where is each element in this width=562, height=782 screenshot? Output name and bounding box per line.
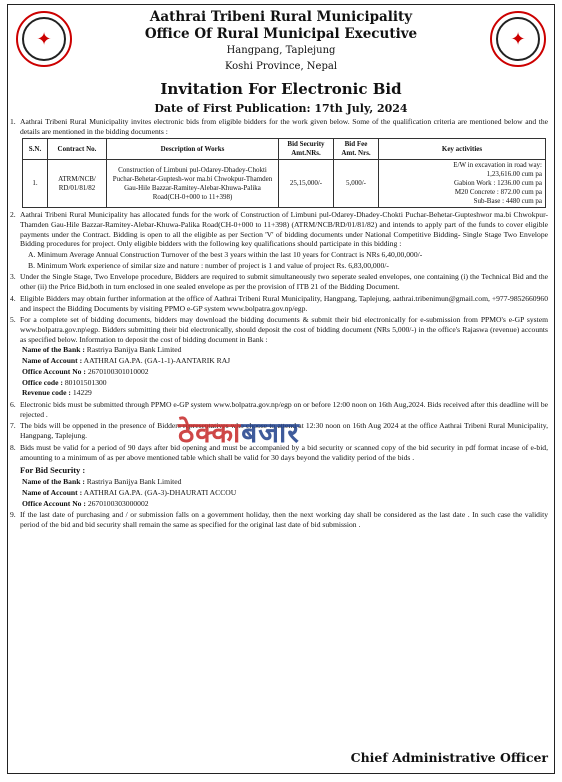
bank2-account-name-row: Name of Account : AATHRAI GA.PA. (GA-3)-DHAURATI ACCOU (22, 487, 237, 497)
cell-security: 25,15,000/- (279, 160, 334, 208)
bank1-revenue-code-row: Revenue code : 14229 (22, 388, 92, 398)
table-row (23, 160, 546, 208)
para-5: 5. For a complete set of bidding documents, bidders may download the bidding documents & submit their bid electronically for e-submission from PPMO's e-GP system www.bolpatra.gov.np\egp. Bidders submitting their bid electronically, should deposit the cost of bidding document (NRs 5,000/-) in the office's Rajaswa (revenue) accounts as specified below. Information to deposit the cost of bidding document in Bank : (10, 315, 548, 344)
bank1-account-name-row: Name of Account : AATHRAI GA.PA. (GA-1-1)-AANTARIK RAJ (22, 356, 231, 366)
emblem-icon: ✦ (496, 17, 540, 61)
office-address: Hangpang, Taplejung (226, 45, 336, 56)
cell-description: Construction of Limbuni pul-Odarey-Dhadey-Chokti Puchar-Behetar-Guptesh-wor ma.bi Chwokpur-Thamden Gau-Hile Bazzar-Ramitey-Alebar-Khuwa-Palika Road(CH-0+000 to 11+398) (107, 160, 279, 208)
qualification-b: B. Minimum Work experience of similar size and nature : number of project is 1 and value of project Rs. 6,83,00,000/- (28, 260, 389, 270)
activity-line: Sub-Base : 4480 cum pa (473, 197, 542, 206)
para-6: 6. Electronic bids must be submitted through PPMO e-GP system www.bolpatra.gov.np/egp on or before 12:00 noon on 16th Aug,2024. Bids received after this deadline will be rejected . (10, 400, 548, 419)
col-activities: Key activities (379, 139, 546, 160)
notice-page (7, 4, 555, 774)
bid-security-title: For Bid Security : (20, 465, 86, 476)
table-header-row (23, 139, 546, 160)
activity-line: M20 Concrete : 872.00 cum pa (454, 188, 542, 197)
para-1: 1. Aathrai Tribeni Rural Municipality invites electronic bids from eligible bidders for the work given below. Some of the qualification criteria are mentioned below and the details are mentioned in the bidding documents : (10, 117, 548, 136)
col-description: Description of Works (107, 139, 279, 160)
cell-sn: 1. (23, 160, 48, 208)
publication-date: Date of First Publication: 17th July, 2024 (154, 102, 408, 115)
bank2-name-row: Name of the Bank : Rastriya Banijya Bank Limited (22, 477, 182, 487)
para-2: 2. Aathrai Tribeni Rural Municipality has allocated funds for the work of Construction of Limbuni pul-Odarey-Dhadey-Chokti Puchar-Behetar-Gupteshwor ma.bi Chwokpur-Thamden Gau-Hile Bazzar-Ramitey-Alebar-Khuwa-Palika Road(CH-0+000 to 11+398) (ATRM/NCB/RD/01/81/82) and intends to apply part of the funds to cover eligible payments under the Contract. Bidding is open to all the eligible as per Section 'V' of bidding documents under National Competitive Bidding- Single Stage Two Envelope Bidding procedures for project. Only eligible bidders with the following key qualifications should participate in this bidding : (10, 210, 548, 249)
org-name: Aathrai Tribeni Rural Municipality (149, 9, 413, 25)
bank1-name-row: Name of the Bank : Rastriya Banijya Bank Limited (22, 345, 182, 355)
para-9: 9. If the last date of purchasing and / or submission falls on a government holiday, then the next working day shall be considered as the last date . In such case the validity period of the bid and bid security shall remain the same as specified for the original last date of bid submission . (10, 510, 548, 530)
notice-body (8, 117, 554, 530)
para-8: 8. Bids must be valid for a period of 90 days after bid opening and must be accompanied by a bid security or scanned copy of the bid security in pdf format incase of e-bid, amounting to a minimum of as per above mentioned table which shall be valid for 30 days beyond the validity period of the bids . (10, 442, 548, 462)
cell-activities (379, 160, 546, 208)
bank2-account-no-row: Office Account No : 2670100303000002 (22, 498, 149, 508)
activity-line: E/W in excavation in road way: (453, 161, 542, 170)
signature-title: Chief Administrative Officer (350, 750, 548, 765)
col-contract: Contract No. (48, 139, 107, 160)
bid-table (22, 138, 546, 208)
activity-line: 1,23,616.00 cum pa (486, 170, 542, 179)
col-fee: Bid Fee Amt. Nrs. (334, 139, 379, 160)
col-sn: S.N. (23, 139, 48, 160)
para-7: 7. The bids will be oppened in the presence of Bidders representatives who choose to attend at 12:30 noon on 16th Aug 2024 at the office Aathrai Tribeni Rural Municipality, Hangpang, Taplejung. (10, 421, 548, 441)
cell-contract: ATRM/NCB/ RD/01/81/82 (48, 160, 107, 208)
col-security: Bid Security Amt.NRs. (279, 139, 334, 160)
activity-line: Gabion Work : 1236.00 cum pa (454, 179, 542, 188)
emblem-icon: ✦ (22, 17, 66, 61)
watermark-logo: ठेक्काबजार (178, 416, 300, 449)
cell-fee: 5,000/- (334, 160, 379, 208)
bank1-account-no-row: Office Account No : 2670100301010002 (22, 366, 149, 376)
para-4: 4. Eligible Bidders may obtain further information at the office of Aathrai Tribeni Rural Municipality, Hangpang, Taplejung, aathrai.tribenimun@gmail.com, +977-9852660960 and inspect the Bidding Documents by visiting PPMO e-GP system www.bolpatra.gov.np/egp. (10, 293, 548, 313)
para-3: 3. Under the Single Stage, Two Envelope procedure, Bidders are required to submit simultaneously two seperate sealed envelopes, one containing (i) the Technical Bid and the other (ii) the Price Bid,both in turn enclosed in one sealed envelope as per the provision of ITB 21 of the Bidding Document. (10, 272, 548, 292)
municipality-emblem-left (16, 11, 72, 67)
qualification-a: A. Minimum Average Annual Construction Turnover of the best 3 years within the last 10 years for Contract is NRs 6,40,00,000/- (28, 249, 423, 259)
province: Koshi Province, Nepal (224, 61, 338, 72)
office-name: Office Of Rural Municipal Executive (144, 26, 418, 42)
notice-title: Invitation For Electronic Bid (160, 80, 402, 98)
bank1-office-code-row: Office code : 80101501300 (22, 377, 107, 387)
nepal-emblem-right (490, 11, 546, 67)
